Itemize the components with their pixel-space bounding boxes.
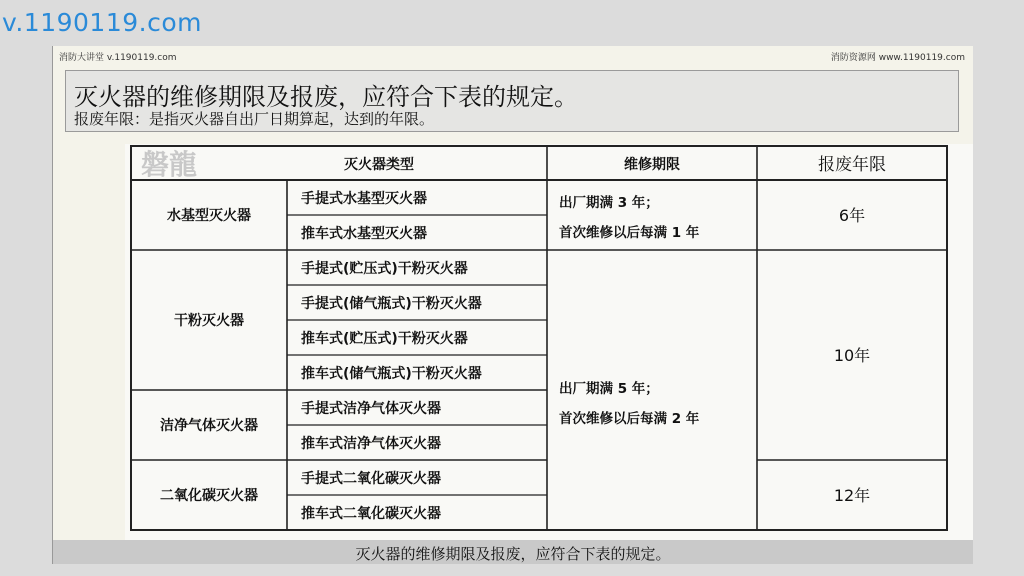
type-cell: 手提式洁净气体灭火器 — [301, 401, 441, 417]
type-cell: 推车式二氧化碳灭火器 — [301, 506, 441, 522]
type-cell: 推车式水基型灭火器 — [301, 226, 427, 242]
group-cell: 洁净气体灭火器 — [160, 418, 258, 434]
maintenance-line: 出厂期满 5 年； — [559, 381, 659, 397]
page-subtitle: 报废年限：是指灭火器自出厂日期算起，达到的年限。 — [74, 110, 435, 128]
type-cell: 推车式(贮压式)干粉灭火器 — [301, 331, 468, 347]
type-cell: 手提式水基型灭火器 — [301, 191, 427, 207]
watermark-text: 磐龍 — [141, 148, 198, 181]
scrap-cell: 10年 — [833, 346, 871, 365]
maintenance-line: 首次维修以后每满 2 年 — [559, 411, 700, 427]
type-cell: 手提式二氧化碳灭火器 — [301, 471, 441, 487]
header-type: 灭火器类型 — [344, 157, 414, 173]
header-scrap: 报废年限 — [818, 155, 886, 175]
caption-bar — [53, 540, 973, 564]
type-cell: 推车式(储气瓶式)干粉灭火器 — [301, 366, 482, 382]
site-url[interactable]: v.1190119.com — [2, 8, 202, 37]
table-image — [125, 144, 973, 542]
maintenance-table — [125, 144, 973, 542]
group-cell: 水基型灭火器 — [167, 208, 251, 224]
scrap-cell: 12年 — [833, 486, 871, 505]
slide — [52, 46, 973, 564]
header-maintenance: 维修期限 — [624, 157, 680, 173]
group-cell: 二氧化碳灭火器 — [160, 488, 258, 504]
page-title: 灭火器的维修期限及报废，应符合下表的规定。 — [74, 83, 578, 111]
type-cell: 手提式(贮压式)干粉灭火器 — [301, 261, 468, 277]
type-cell: 推车式洁净气体灭火器 — [301, 436, 441, 452]
title-box — [65, 70, 959, 132]
scrap-cell: 6年 — [838, 206, 866, 225]
header-left-text: 消防大讲堂 v.1190119.com — [59, 53, 177, 63]
header-right-text: 消防资源网 www.1190119.com — [830, 53, 965, 63]
table-border — [131, 146, 947, 530]
maintenance-line: 首次维修以后每满 1 年 — [559, 225, 700, 241]
group-cell: 干粉灭火器 — [174, 313, 244, 329]
caption-text: 灭火器的维修期限及报废，应符合下表的规定。 — [355, 545, 671, 563]
maintenance-line: 出厂期满 3 年； — [559, 195, 659, 211]
type-cell: 手提式(储气瓶式)干粉灭火器 — [301, 296, 482, 312]
